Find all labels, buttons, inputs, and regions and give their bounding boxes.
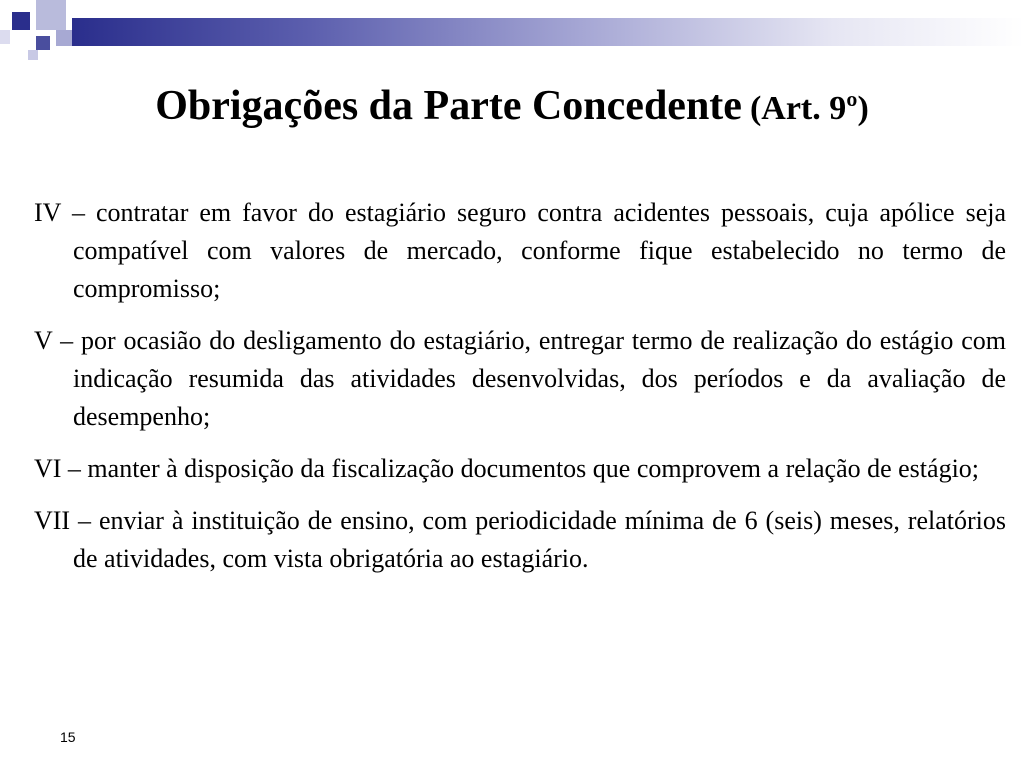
slide-body bbox=[34, 194, 1006, 592]
header-gradient-bar bbox=[72, 18, 1024, 46]
slide-title-main: Obrigações da Parte Concedente bbox=[155, 83, 742, 129]
decorative-square bbox=[56, 30, 72, 46]
slide-title-article: (Art. 9º) bbox=[749, 90, 869, 127]
paragraph-vi: VI – manter à disposição da fiscalização documentos que comprovem a relação de estágio; bbox=[34, 454, 980, 483]
decorative-square bbox=[36, 36, 50, 50]
paragraph-iv: IV – contratar em favor do estagiário seguro contra acidentes pessoais, cuja apólice seja compatível com valores de mercado, conforme fique estabelecido no termo de compromisso; bbox=[34, 198, 1006, 303]
page-number: 15 bbox=[60, 729, 76, 745]
decorative-square bbox=[12, 12, 30, 30]
paragraph-v: V – por ocasião do desligamento do estagiário, entregar termo de realização do estágio com indicação resumida das atividades desenvolvidas, dos períodos e da avaliação de desempenho; bbox=[34, 326, 1006, 431]
decorative-square bbox=[36, 0, 66, 30]
paragraph-vii: VII – enviar à instituição de ensino, com periodicidade mínima de 6 (seis) meses, relatórios de atividades, com vista obrigatória ao estagiário. bbox=[34, 506, 1006, 573]
decorative-square bbox=[0, 30, 10, 44]
decorative-square bbox=[28, 50, 38, 60]
slide-title bbox=[0, 82, 1024, 130]
